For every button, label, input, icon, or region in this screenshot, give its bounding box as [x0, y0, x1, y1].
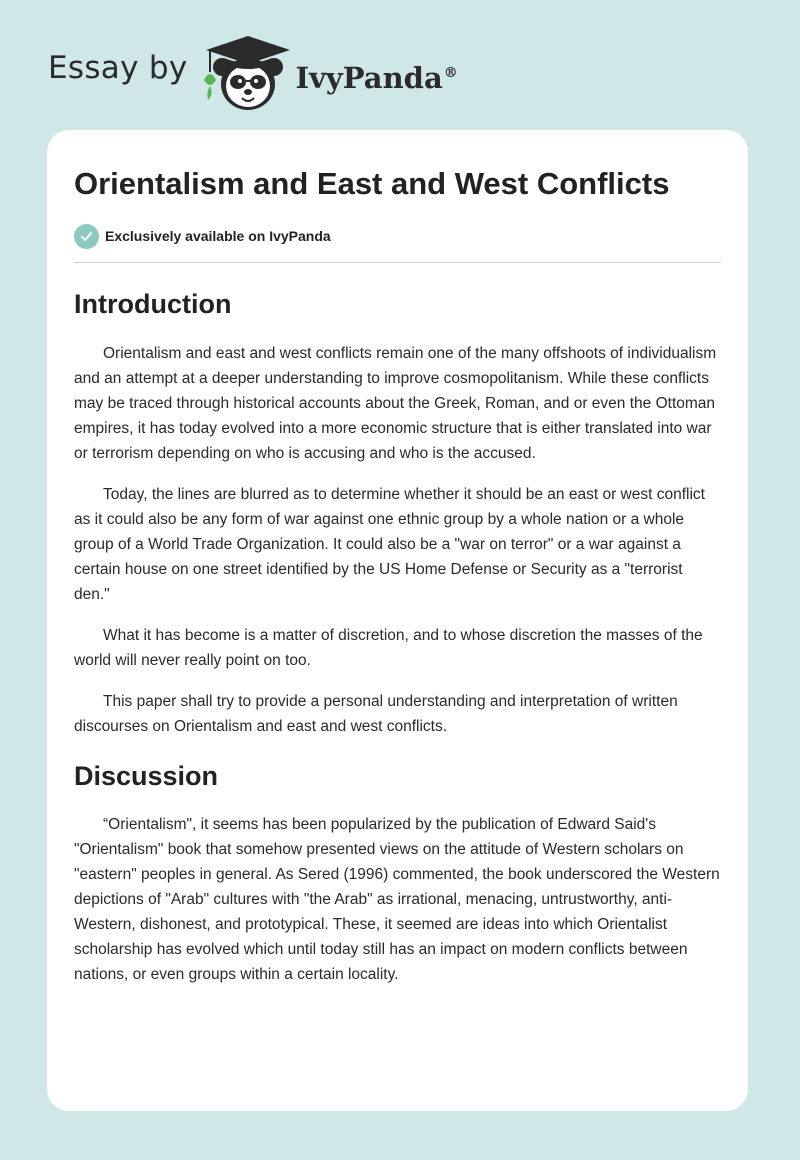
- registered-mark: ®: [443, 65, 458, 82]
- title-divider: [74, 262, 721, 263]
- brand-prefix: Essay by: [48, 50, 188, 86]
- essay-card: [47, 130, 748, 1111]
- badge-label: Exclusively available on IvyPanda: [105, 228, 331, 244]
- check-icon: [74, 224, 99, 249]
- panda-logo-icon: [202, 34, 294, 114]
- paragraph: What it has become is a matter of discretion, and to whose discretion the masses of the world will never really point on too.: [74, 627, 703, 669]
- brand-header: [48, 34, 458, 114]
- brand-name-text: IvyPanda: [295, 61, 443, 95]
- section-heading: Introduction: [74, 289, 232, 319]
- section-introduction: [74, 287, 721, 739]
- section-heading: Discussion: [74, 761, 219, 791]
- paragraph: Orientalism and east and west conflicts remain one of the many offshoots of individualism and an attempt at a deeper understanding to improve cosmopolitanism. While these conflicts may be traced through historical accounts about the Greek, Roman, and or even the Ottoman empires, it has today evolved into a more economic structure that is either translated into war or terrorism depending on who is accusing and who is the accused.: [74, 345, 717, 462]
- paragraph: Today, the lines are blurred as to determine whether it should be an east or west conflict as it could also be any form of war against one ethnic group by a whole nation or a whole group of a World Trade Organization. It could also be a "war on terror" or a war against a certain house on one street identified by the US Home Defense or Security as a "terrorist den.": [74, 486, 705, 603]
- section-discussion: [74, 759, 721, 987]
- brand-name: [296, 61, 458, 95]
- paragraph: This paper shall try to provide a personal understanding and interpretation of written discourses on Orientalism and east and west conflicts.: [74, 693, 678, 735]
- page-title: Orientalism and East and West Conflicts: [74, 166, 670, 201]
- paragraph: “Orientalism", it seems has been popularized by the publication of Edward Said's "Orientalism" book that somehow presented views on the attitude of Western scholars on "eastern" peoples in general. As Sered (1996) commented, the book underscored the Western depictions of "Arab" cultures with "the Arab" as irrational, menacing, untrustworthy, anti-Western, dishonest, and prototypical. These, it seemed are ideas into which Orientalist scholarship has evolved which until today still has an impact on modern conflicts between nations, or even groups within a certain locality.: [74, 816, 720, 983]
- exclusive-badge: [74, 222, 721, 250]
